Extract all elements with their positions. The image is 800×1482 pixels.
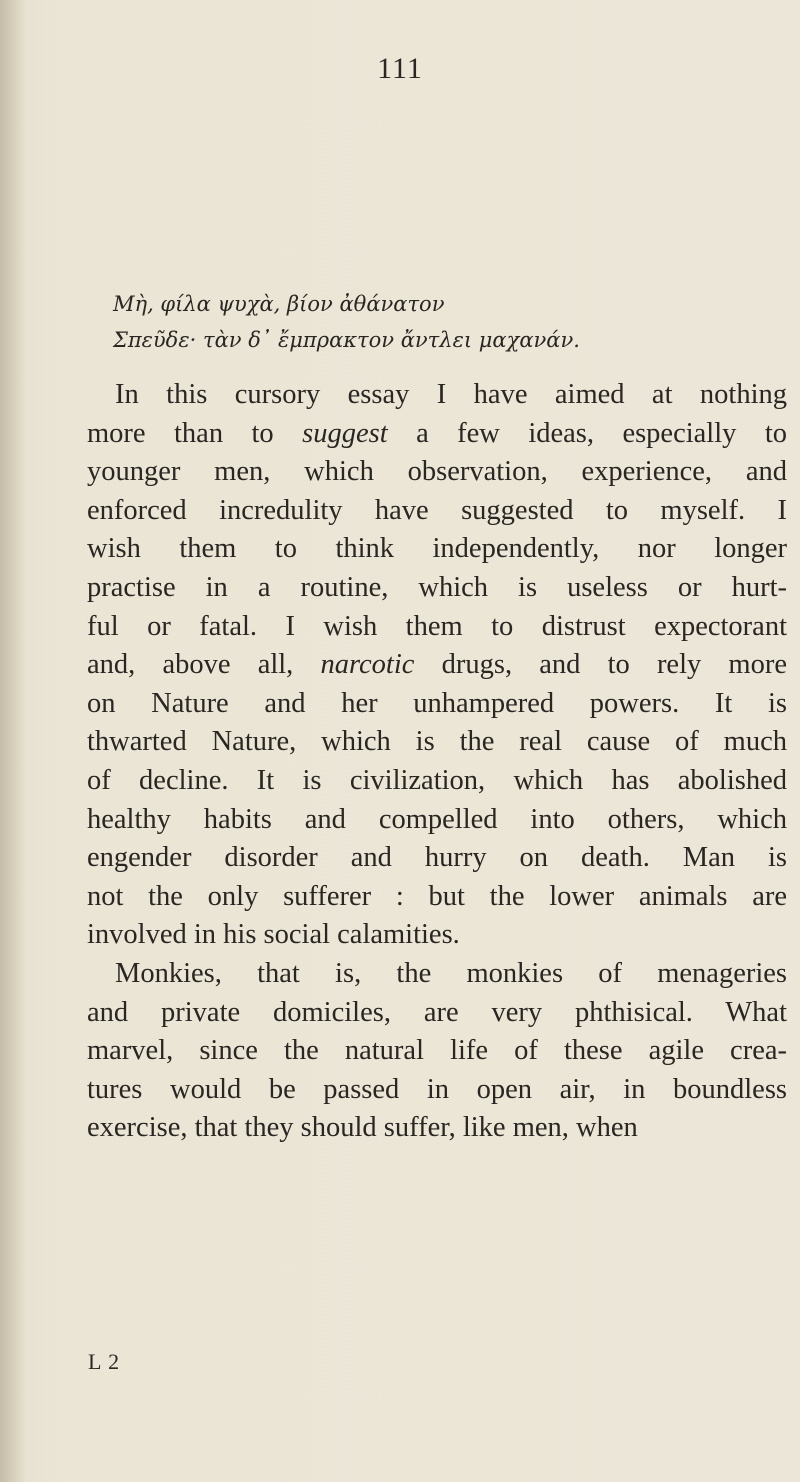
signature-mark: L 2	[88, 1349, 121, 1374]
text-line: marvel, since the natural life of these agile crea-	[87, 1035, 787, 1067]
text-line: wish them to think independently, nor longer	[87, 533, 787, 565]
text-line: on Nature and her unhampered powers. It is	[87, 687, 787, 719]
text-line: enforced incredulity have suggested to myself. I	[87, 494, 787, 526]
text-line: and private domiciles, are very phthisical. What	[87, 996, 787, 1028]
emphasized-word: narcotic	[320, 649, 415, 681]
text-line: of decline. It is civilization, which has abolished	[87, 764, 787, 796]
text-line: Monkies, that is, the monkies of menageries	[115, 957, 787, 989]
emphasized-word: suggest	[302, 417, 388, 449]
text-line: ful or fatal. I wish them to distrust expectorant	[87, 610, 787, 642]
epigraph-line-2: Σπεῦδε· τὰν δ᾽ ἔμπρακτον ἄντλει μαχανάν.	[113, 328, 580, 352]
text-line: practise in a routine, which is useless or hurt-	[87, 571, 787, 603]
text-line: involved in his social calamities.	[87, 919, 460, 951]
text-line: engender disorder and hurry on death. Man is	[87, 842, 787, 874]
page-number: 111	[377, 52, 423, 85]
text-line: thwarted Nature, which is the real cause of much	[87, 726, 787, 758]
text-line: tures would be passed in open air, in boundless	[87, 1073, 787, 1105]
greek-epigraph	[113, 286, 753, 358]
text-line: healthy habits and compelled into others, which	[87, 803, 787, 835]
text-line: exercise, that they should suffer, like men, when	[87, 1112, 638, 1144]
text-line: In this cursory essay I have aimed at nothing	[115, 379, 787, 410]
page-gutter-shadow	[0, 0, 26, 1482]
text-line: younger men, which observation, experience, and	[87, 456, 787, 488]
text-line: more than to suggest a few ideas, especially to	[87, 417, 787, 449]
epigraph-line-1: Μὴ, φίλα ψυχὰ, βίον ἀθάνατον	[113, 292, 445, 316]
body-text	[87, 376, 787, 1148]
text-line: and, above all, narcotic drugs, and to rely more	[87, 649, 787, 681]
text-line: not the only sufferer : but the lower animals are	[87, 880, 787, 912]
